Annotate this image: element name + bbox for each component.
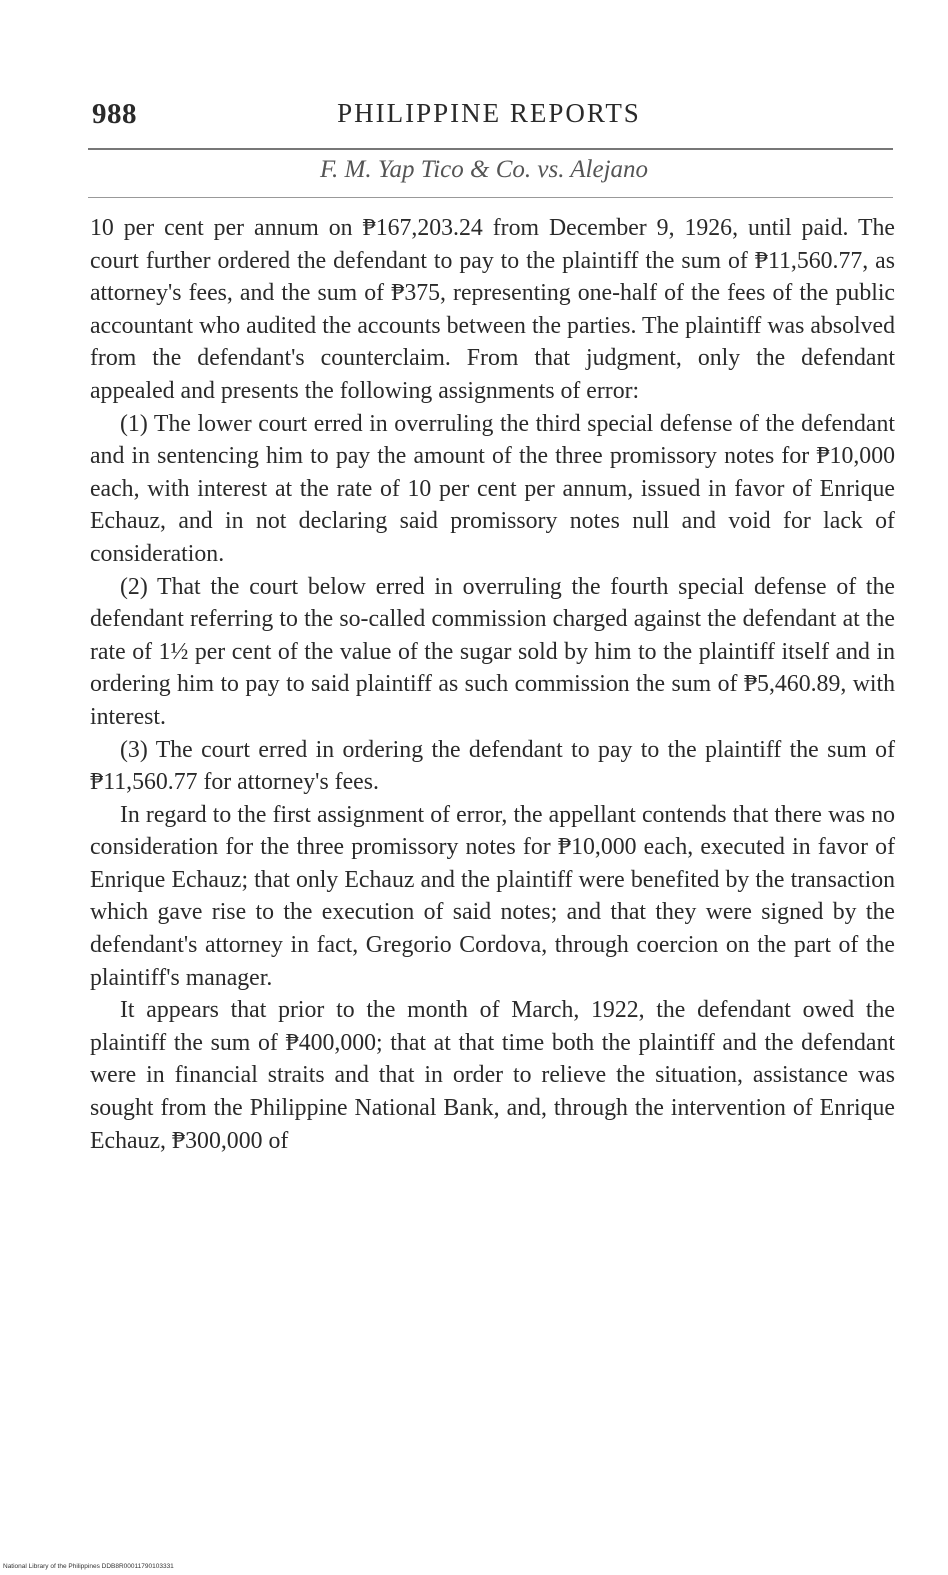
paragraph-error-3: (3) The court erred in ordering the defendant to pay to the plaintiff the sum of ₱11,560.77 for attorney's fees. (90, 736, 895, 796)
paragraph-facts: It appears that prior to the month of March, 1922, the defendant owed the plaintiff the sum of ₱400,000; that at that time both the plaintiff and the defendant were in financial straits and that in order to relieve the situation, assistance was sought from the Philippine National Bank, and, through the intervention of Enrique Echauz, ₱300,000 of (90, 997, 895, 1154)
case-title: F. M. Yap Tico & Co. vs. Alejano (319, 156, 649, 183)
running-title: PHILIPPINE REPORTS (337, 98, 641, 128)
footer-source-note: National Library of the Philippines DDB8R00011790103331 (3, 1563, 174, 1570)
paragraph-error-2: (2) That the court below erred in overruling the fourth special defense of the defendant referring to the so-called commission charged against the defendant at the rate of 1½ per cent of the value of the sugar sold by him to the plaintiff itself and in ordering him to pay to said plaintiff as such commission the sum of ₱5,460.89, with interest. (90, 573, 895, 730)
page-number: 988 (92, 98, 137, 130)
paragraph-error-1: (1) The lower court erred in overruling the third special defense of the defendant and in sentencing him to pay the amount of the three promissory notes for ₱10,000 each, with interest at the rate of 10 per cent per annum, issued in favor of Enrique Echauz, and in not declaring said promissory notes null and void for lack of consideration. (90, 410, 895, 567)
header-rule (88, 148, 893, 150)
paragraph-first-assignment: In regard to the first assignment of error, the appellant contends that there was no consideration for the three promissory notes for ₱10,000 each, executed in favor of Enrique Echauz; that only Echauz and the plaintiff were benefited by the transaction which gave rise to the execution of said notes; and that they were signed by the defendant's attorney in fact, Gregorio Cordova, through coercion on the part of the plaintiff's manager. (90, 801, 895, 991)
case-title-rule (88, 197, 893, 198)
paragraph-continuation: 10 per cent per annum on ₱167,203.24 from December 9, 1926, until paid. The court further ordered the defendant to pay to the plaintiff the sum of ₱11,560.77, as attorney's fees, and the sum of ₱375, representing one-half of the fees of the public accountant who audited the accounts between the parties. The plaintiff was absolved from the defendant's counterclaim. From that judgment, only the defendant appealed and presents the following assignments of error: (90, 215, 895, 404)
body-text (90, 212, 895, 1157)
